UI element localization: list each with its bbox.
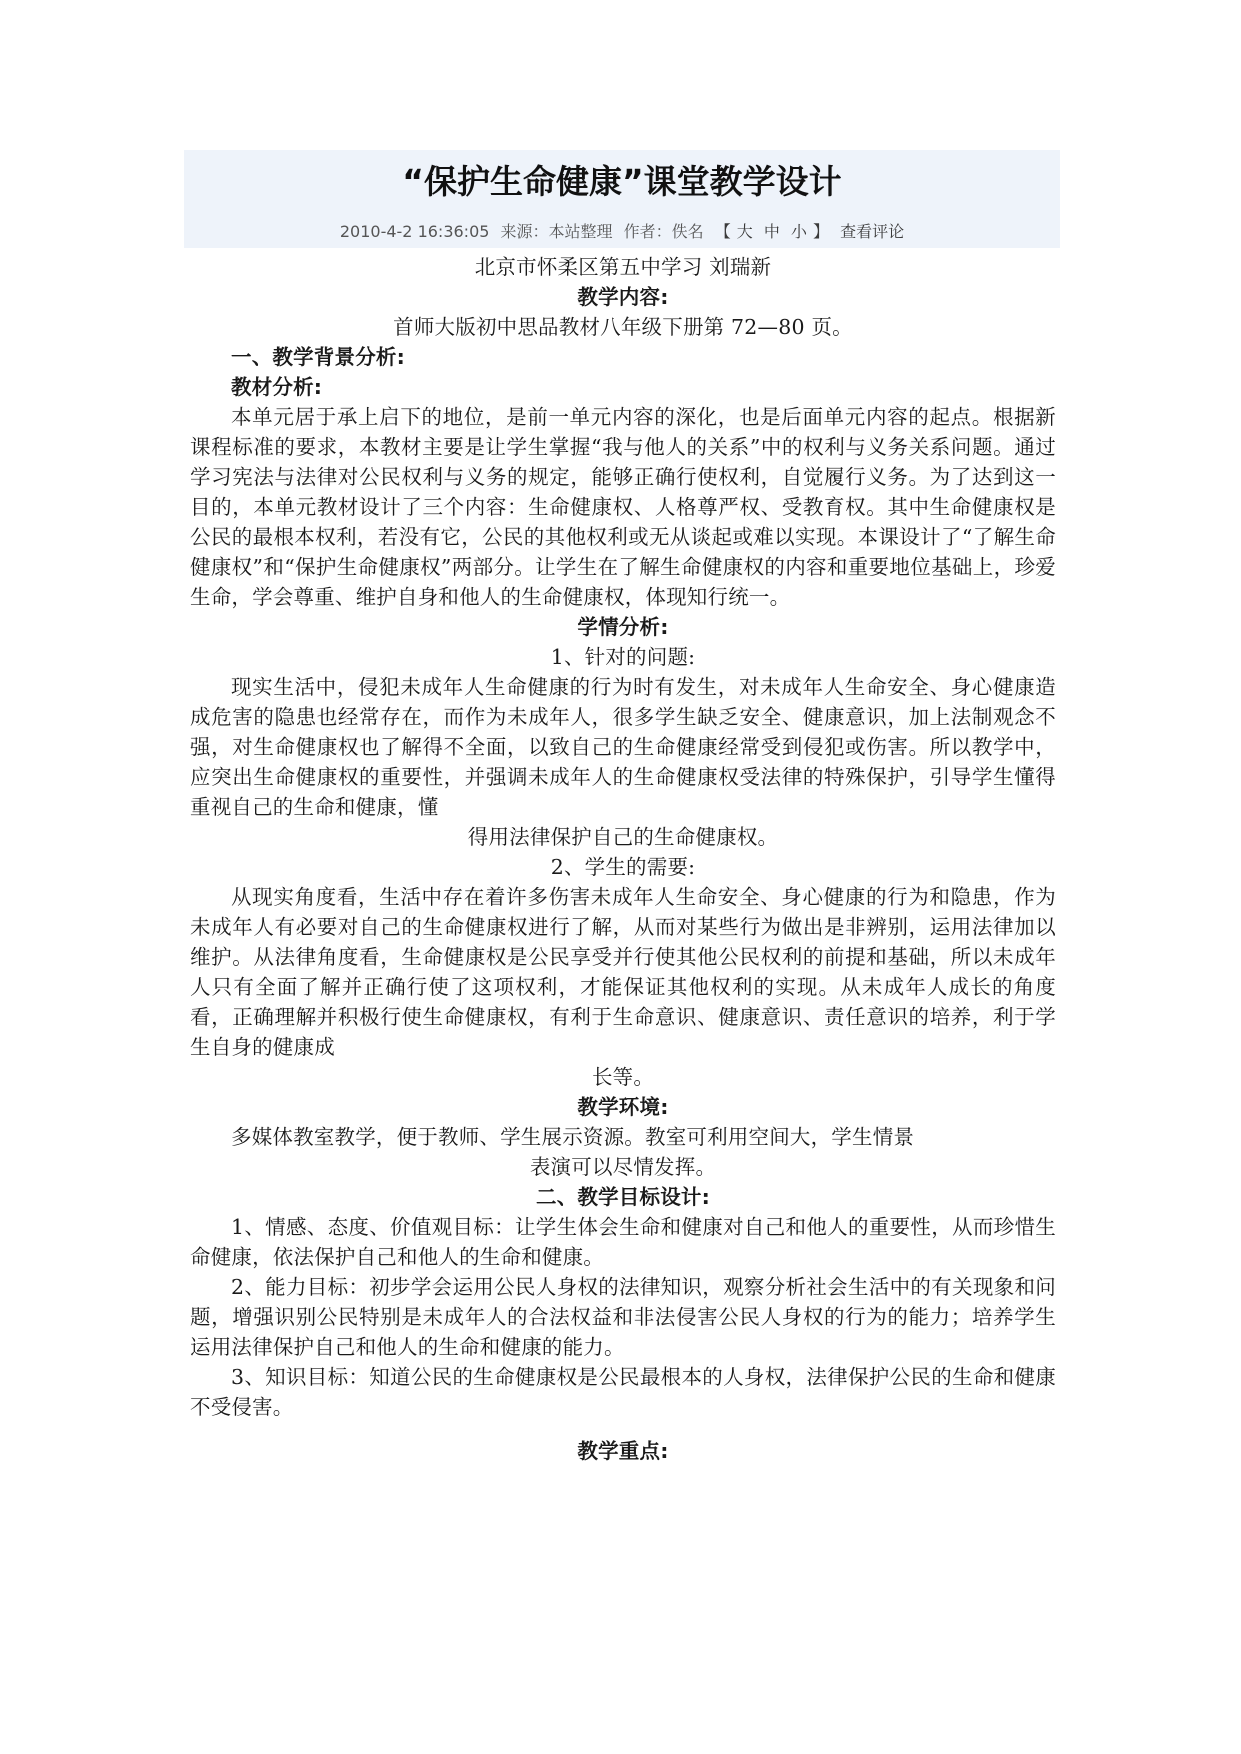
- author-label: 作者：佚名: [623, 222, 704, 241]
- problem-heading: 1、针对的问题:: [550, 645, 696, 669]
- source-label: 来源：本站整理: [500, 222, 613, 241]
- problem-paragraph-end: 得用法律保护自己的生命健康权。: [467, 825, 779, 849]
- environment-heading: 教学环境:: [577, 1095, 669, 1119]
- material-heading: 教材分析:: [231, 375, 323, 399]
- author-line: 北京市怀柔区第五中学习 刘瑞新: [474, 255, 772, 279]
- font-size-open-bracket: 【: [714, 222, 731, 241]
- font-size-close-bracket: 】: [813, 222, 830, 241]
- publish-date: 2010-4-2 16:36:05: [339, 222, 490, 241]
- teaching-content-text: 首师大版初中思品教材八年级下册第 72—80 页。: [393, 315, 853, 339]
- environment-paragraph-end: 表演可以尽情发挥。: [529, 1155, 717, 1179]
- font-size-small-link[interactable]: 小: [790, 222, 807, 241]
- view-comments-link[interactable]: 查看评论: [840, 222, 905, 241]
- article-body: [190, 252, 1056, 1466]
- goal-ability: 2、能力目标：初步学会运用公民人身权的法律知识，观察分析社会生活中的有关现象和问题，增强识别公民特别是未成年人的合法权益和非法侵害公民人身权的行为的能力；培养学生运用法律保护自己和他人的生命和健康的能力。: [190, 1275, 1056, 1359]
- environment-paragraph: 多媒体教室教学，便于教师、学生展示资源。教室可利用空间大，学生情景: [231, 1125, 915, 1149]
- student-analysis-heading: 学情分析:: [577, 615, 669, 639]
- material-paragraph: 本单元居于承上启下的地位，是前一单元内容的深化，也是后面单元内容的起点。根据新课程标准的要求，本教材主要是让学生掌握“我与他人的关系”中的权利与义务关系问题。通过学习宪法与法律对公民权利与义务的规定，能够正确行使权利，自觉履行义务。为了达到这一目的，本单元教材设计了三个内容：生命健康权、人格尊严权、受教育权。其中生命健康权是公民的最根本权利，若没有它，公民的其他权利或无从谈起或难以实现。本课设计了“了解生命健康权”和“保护生命健康权”两部分。让学生在了解生命健康权的内容和重要地位基础上，珍爱生命，学会尊重、维护自身和他人的生命健康权，体现知行统一。: [190, 405, 1056, 609]
- needs-paragraph-end: 长等。: [591, 1065, 655, 1089]
- key-points-heading: 教学重点:: [577, 1439, 669, 1463]
- section2-heading: 二、教学目标设计:: [536, 1185, 710, 1209]
- article-meta: [184, 218, 1060, 246]
- problem-paragraph: 现实生活中，侵犯未成年人生命健康的行为时有发生，对未成年人生命安全、身心健康造成危害的隐患也经常存在，而作为未成年人，很多学生缺乏安全、健康意识，加上法制观念不强，对生命健康权也了解得不全面，以致自己的生命健康经常受到侵犯或伤害。所以教学中，应突出生命健康权的重要性，并强调未成年人的生命健康权受法律的特殊保护，引导学生懂得重视自己的生命和健康，懂: [190, 675, 1056, 819]
- font-size-medium-link[interactable]: 中: [763, 222, 780, 241]
- needs-paragraph: 从现实角度看，生活中存在着许多伤害未成年人生命安全、身心健康的行为和隐患，作为未成年人有必要对自己的生命健康权进行了解，从而对某些行为做出是非辨别，运用法律加以维护。从法律角度看，生命健康权是公民享受并行使其他公民权利的前提和基础，所以未成年人只有全面了解并正确行使了这项权利，才能保证其他权利的实现。从未成年人成长的角度看，正确理解并积极行使生命健康权，有利于生命意识、健康意识、责任意识的培养，利于学生自身的健康成: [190, 885, 1056, 1059]
- teaching-content-heading: 教学内容:: [577, 285, 669, 309]
- goal-emotion: 1、情感、态度、价值观目标：让学生体会生命和健康对自己和他人的重要性，从而珍惜生命健康，依法保护自己和他人的生命和健康。: [190, 1215, 1056, 1269]
- section1-heading: 一、教学背景分析:: [231, 345, 405, 369]
- goal-knowledge: 3、知识目标：知道公民的生命健康权是公民最根本的人身权，法律保护公民的生命和健康不受侵害。: [190, 1365, 1056, 1419]
- font-size-large-link[interactable]: 大: [736, 222, 753, 241]
- needs-heading: 2、学生的需要:: [550, 855, 696, 879]
- page-title: “保护生命健康”课堂教学设计: [402, 162, 842, 201]
